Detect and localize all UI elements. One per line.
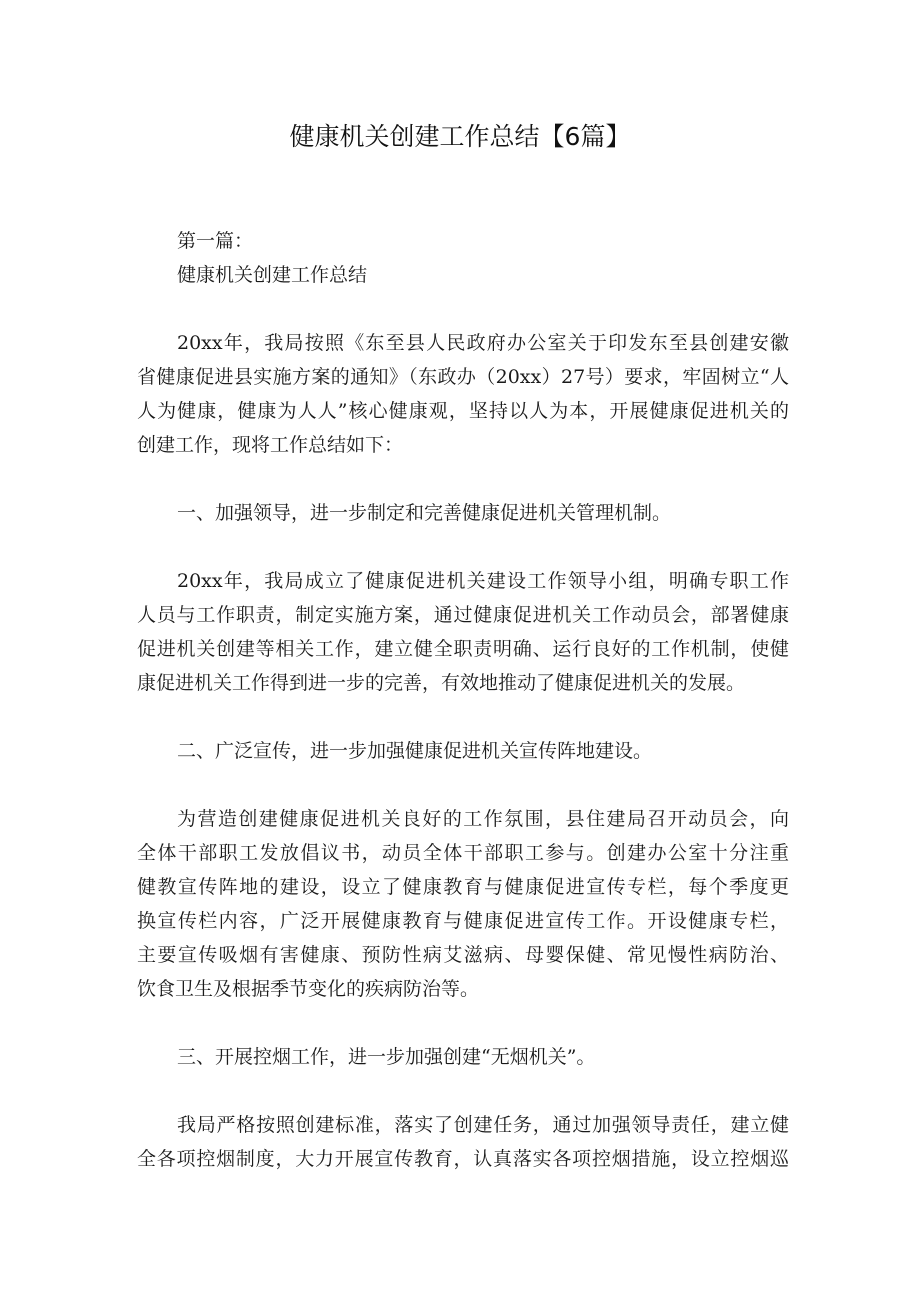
- section3-heading: 三、开展控烟工作，进一步加强创建“无烟机关”。: [177, 1046, 596, 1068]
- paragraph-line: 我局严格按照创建标准，落实了创建任务，通过加强领导责任，建立健: [177, 1114, 789, 1136]
- paragraph-gap: [137, 768, 789, 802]
- paragraph-line: 创建工作，现将工作总结如下：: [137, 434, 404, 456]
- paragraph-line: 健教宣传阵地的建设，设立了健康教育与健康促进宣传专栏，每个季度更: [137, 876, 789, 898]
- paragraph-line: 全体干部职工发放倡议书，动员全体干部职工参与。创建办公室十分注重: [137, 842, 789, 864]
- paragraph-gap: [137, 1074, 789, 1108]
- paragraph-line: 主要宣传吸烟有害健康、预防性病艾滋病、母婴保健、常见慢性病防治、: [137, 944, 789, 966]
- paragraph-gap: [137, 462, 789, 496]
- document-body: [137, 224, 789, 1176]
- paragraph-gap: [137, 530, 789, 564]
- paragraph-line: 全各项控烟制度，大力开展宣传教育，认真落实各项控烟措施，设立控烟巡: [137, 1148, 789, 1170]
- paragraph-line: 为营造创建健康促进机关良好的工作氛围，县住建局召开动员会，向: [177, 808, 789, 830]
- paragraph-line: 20xx年，我局成立了健康促进机关建设工作领导小组，明确专职工作: [177, 570, 789, 592]
- paragraph-line: 人员与工作职责，制定实施方案，通过健康促进机关工作动员会，部署健康: [137, 604, 789, 626]
- paragraph-line: 康促进机关工作得到进一步的完善，有效地推动了健康促进机关的发展。: [137, 672, 746, 694]
- document-title: 健康机关创建工作总结【6篇】: [289, 122, 631, 151]
- section2-paragraph: [137, 802, 789, 1006]
- section1-heading: 一、加强领导，进一步制定和完善健康促进机关管理机制。: [177, 502, 672, 524]
- section1-paragraph: [137, 564, 789, 700]
- paragraph-gap: [137, 292, 789, 326]
- paragraph-gap: [137, 700, 789, 734]
- section3-paragraph: [137, 1108, 789, 1176]
- paragraph-line: 饮食卫生及根据季节变化的疾病防治等。: [137, 978, 480, 1000]
- paragraph-line: 省健康促进县实施方案的通知》（东政办（20xx）27号）要求，牢固树立“人: [137, 366, 789, 388]
- section2-heading: 二、广泛宣传，进一步加强健康促进机关宣传阵地建设。: [177, 740, 653, 762]
- paragraph-gap: [137, 1006, 789, 1040]
- intro-paragraph: [137, 326, 789, 462]
- part-label: 第一篇：: [177, 230, 254, 252]
- part-title: 健康机关创建工作总结: [177, 264, 368, 286]
- paragraph-line: 换宣传栏内容，广泛开展健康教育与健康促进宣传工作。开设健康专栏，: [137, 910, 789, 932]
- paragraph-line: 20xx年，我局按照《东至县人民政府办公室关于印发东至县创建安徽: [177, 332, 789, 354]
- paragraph-line: 人为健康，健康为人人”核心健康观，坚持以人为本，开展健康促进机关的: [137, 400, 789, 422]
- paragraph-line: 促进机关创建等相关工作，建立健全职责明确、运行良好的工作机制，使健: [137, 638, 789, 660]
